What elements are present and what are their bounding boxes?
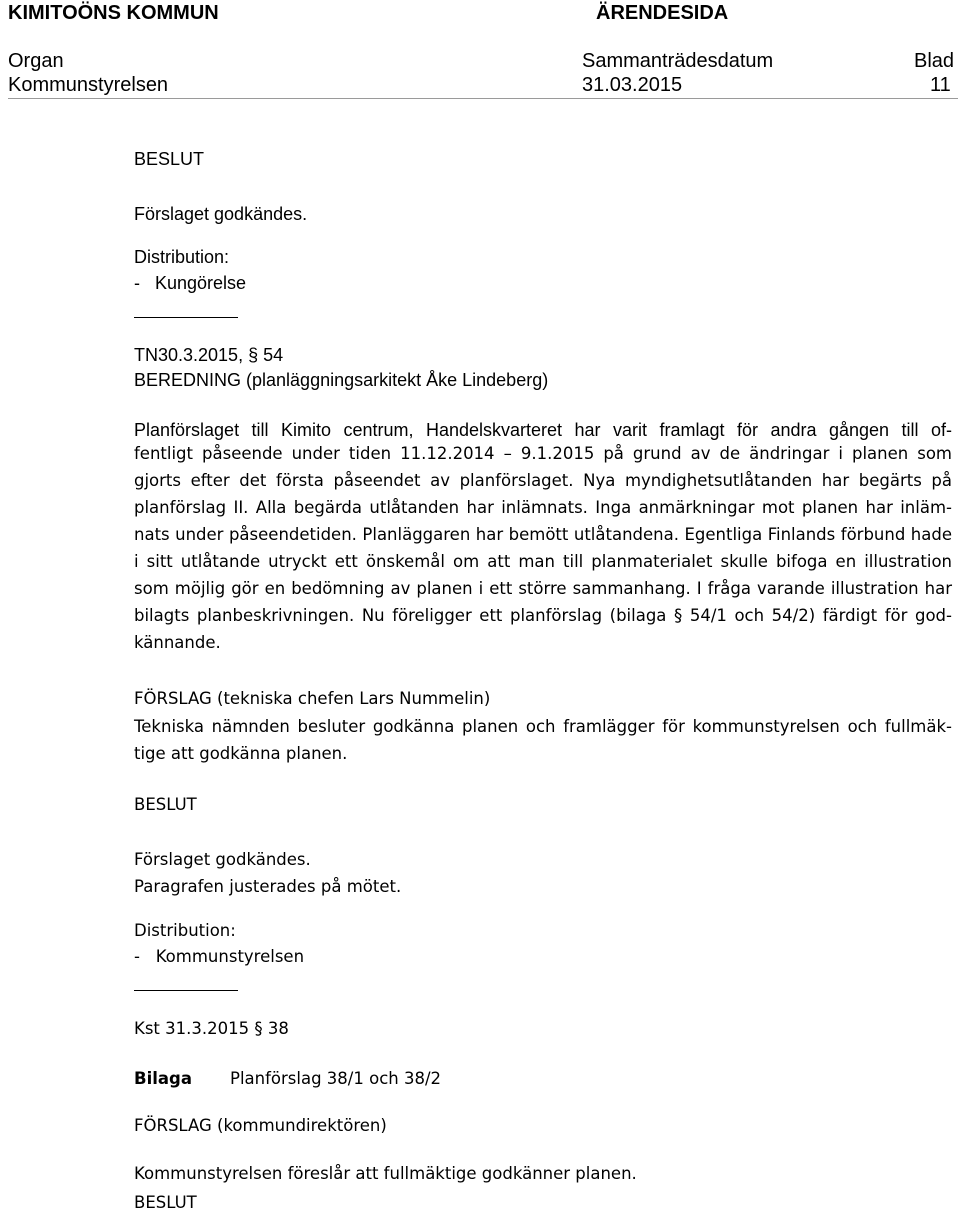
bilaga-value: Planförslag 38/1 och 38/2 [230, 1069, 442, 1088]
forslag-heading-tn: FÖRSLAG (tekniska chefen Lars Nummelin) [134, 689, 491, 708]
forslag-text-line: tige att godkänna planen. [134, 744, 348, 763]
paragraph-line: nats under påseendetiden. Planläggaren har bemött utlåtandena. Egentliga Finlands förbund hade [134, 525, 952, 544]
paragraph-line: fentligt påseende under tiden 11.12.2014 – 9.1.2015 på grund av de ändringar i planen som [134, 444, 952, 463]
organ-label: Organ [8, 50, 64, 72]
paragraph-line: gjorts efter det första påseendet av planförslaget. Nya myndighetsutlåtanden har begärts på [134, 471, 952, 490]
paragraph-line: bilagts planbeskrivningen. Nu föreligger ett planförslag (bilaga § 54/1 och 54/2) färdigt för god- [134, 606, 952, 625]
page-value: 11 [930, 74, 951, 96]
justering-text: Paragrafen justerades på mötet. [134, 877, 402, 896]
organ-value: Kommunstyrelsen [8, 74, 169, 96]
page-label: Blad [914, 50, 955, 72]
tn-reference: TN30.3.2015, § 54 [134, 345, 284, 365]
paragraph-line: kännande. [134, 633, 221, 652]
forslag-text-kst: Kommunstyrelsen föreslår att fullmäktige godkänner planen. [134, 1164, 637, 1183]
forslag-text-line: Tekniska nämnden besluter godkänna planen och framlägger för kommunstyrelsen och fullmäk- [134, 717, 952, 736]
beslut-heading-2: BESLUT [134, 795, 197, 814]
distribution-item-1: - Kungörelse [134, 273, 247, 293]
paragraph-line: Planförslaget till Kimito centrum, Handelskvarteret har varit framlagt för andra gången till of- [134, 420, 952, 440]
beslut-heading-1: BESLUT [134, 149, 205, 169]
decision-text-1: Förslaget godkändes. [134, 204, 308, 224]
header-divider [8, 98, 958, 99]
distribution-label-1: Distribution: [134, 247, 230, 267]
beslut-heading-3: BESLUT [134, 1193, 197, 1212]
document-type: ÄRENDESIDA [596, 2, 729, 24]
paragraph-line: planförslag II. Alla begärda utlåtanden har inlämnats. Inga anmärkningar mot planen har inläm- [134, 498, 952, 517]
separator-2 [134, 990, 238, 991]
bilaga-label: Bilaga [134, 1069, 192, 1088]
distribution-label-2: Distribution: [134, 921, 236, 940]
date-value: 31.03.2015 [582, 74, 683, 96]
paragraph-line: som möjlig gör en bedömning av planen i ett större sammanhang. I fråga varande illustration har [134, 579, 952, 598]
forslag-heading-kst: FÖRSLAG (kommundirektören) [134, 1116, 387, 1135]
kst-reference: Kst 31.3.2015 § 38 [134, 1019, 289, 1038]
distribution-item-2: - Kommunstyrelsen [134, 947, 305, 966]
municipality-name: KIMITOÖNS KOMMUN [8, 2, 219, 24]
date-label: Sammanträdesdatum [582, 50, 774, 72]
paragraph-line: i sitt utlåtande utryckt ett önskemål om att man till planmaterialet skulle bifoga en illustration [134, 552, 952, 571]
decision-text-2: Förslaget godkändes. [134, 850, 311, 869]
beredning-heading: BEREDNING (planläggningsarkitekt Åke Lindeberg) [134, 370, 549, 390]
separator-1 [134, 317, 238, 318]
